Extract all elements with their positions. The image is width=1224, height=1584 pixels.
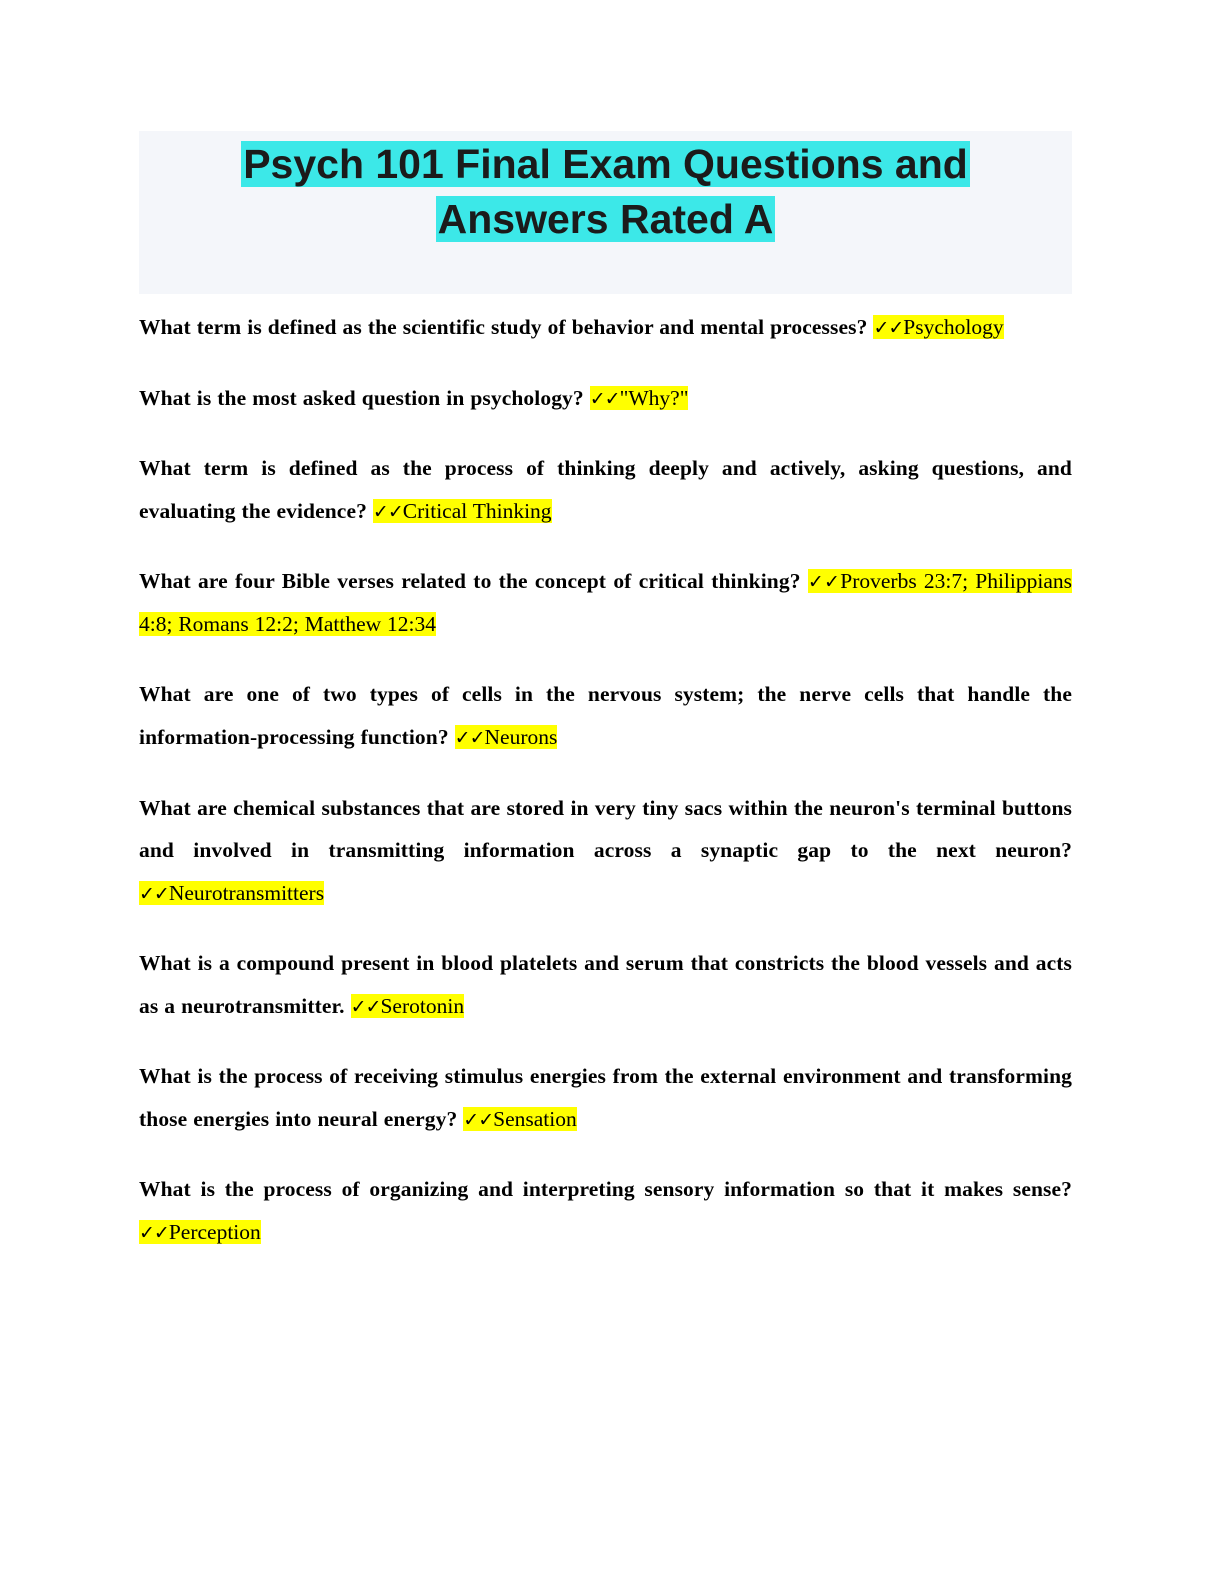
qa-item [139,673,1072,758]
question-text: What is the process of organizing and interpreting sensory information so that it makes sense? [139,1177,1072,1202]
page-title [139,137,1072,248]
check-mark-icon: ✓✓ [139,882,169,905]
qa-item [139,306,1072,349]
answer-text: Neurotransmitters [168,880,325,905]
answer-highlight [463,1107,576,1131]
answer-text: Sensation [493,1106,577,1131]
check-mark-icon: ✓✓ [454,726,485,749]
answer-text: Serotonin [380,993,465,1018]
answer-highlight [139,1220,261,1244]
answer-highlight [139,881,324,905]
qa-list [139,306,1072,1254]
check-mark-icon: ✓✓ [589,387,620,410]
page-title-line-2: Answers Rated A [437,196,774,243]
question-text: What are one of two types of cells in the nervous system; the nerve cells that handle the information-processing function? [139,682,1072,749]
qa-item [139,942,1072,1027]
answer-text: Psychology [903,315,1004,339]
answer-text: Neurons [484,724,558,749]
answer-text: Perception [168,1220,261,1244]
answer-text: Proverbs 23:7; Philippians 4:8; Romans 12:2; Matthew 12:34 [139,569,1072,636]
check-mark-icon: ✓✓ [139,1222,169,1244]
qa-item [139,560,1072,645]
qa-item [139,1055,1072,1140]
check-mark-icon: ✓✓ [873,317,904,339]
question-text: What are four Bible verses related to the concept of critical thinking? [139,569,808,594]
check-mark-icon: ✓✓ [372,500,403,523]
answer-text: Critical Thinking [402,498,552,523]
check-mark-icon: ✓✓ [463,1108,494,1131]
answer-highlight [455,725,558,749]
answer-text: "Why?" [619,385,689,410]
answer-highlight [351,994,464,1018]
question-text: What is the most asked question in psychology? [139,385,590,410]
page-title-line-1: Psych 101 Final Exam Questions and [243,141,968,187]
check-mark-icon: ✓✓ [350,995,381,1018]
question-text: What are chemical substances that are stored in very tiny sacs within the neuron's terminal buttons and involved in transmitting information across a synaptic gap to the next neuron? [139,795,1072,863]
answer-highlight [373,499,552,523]
question-text: What term is defined as the process of thinking deeply and actively, asking questions, and evaluating the evidence? [139,456,1072,523]
question-text: What is the process of receiving stimulus energies from the external environment and transforming those energies into neural energy? [139,1064,1072,1131]
answer-highlight [590,386,689,410]
qa-item [139,787,1072,915]
answer-highlight [873,315,1003,339]
qa-item [139,1168,1072,1253]
check-mark-icon: ✓✓ [807,571,841,594]
question-text: What is a compound present in blood platelets and serum that constricts the blood vessels and acts as a neurotransmitter. [139,951,1072,1018]
qa-item [139,447,1072,532]
qa-item [139,377,1072,420]
question-text: What term is defined as the scientific study of behavior and mental processes? [139,315,874,339]
